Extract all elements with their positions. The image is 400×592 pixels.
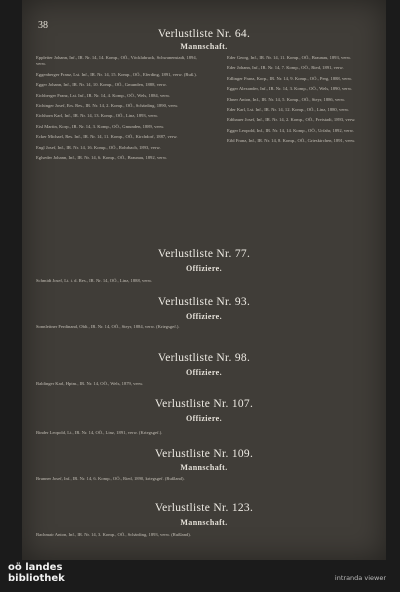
list-item: Egger Leopold, Inf., IR. Nr. 14, 14. Komp., OÖ., Urfahr, 1892, verw. xyxy=(227,127,354,133)
section-heading: Verlustliste Nr. 93. xyxy=(157,296,251,308)
list-item: Schmidt Josef, Lt. i. d. Res., IR. Nr. 14, OÖ., Linz, 1888, verw. xyxy=(36,278,153,283)
list-item: Eglseder Johann, Inf., IR. Nr. 14, 6. Komp., OÖ., Braunau, 1892, verw. xyxy=(36,155,167,161)
section-heading: Verlustliste Nr. 123. xyxy=(154,502,254,514)
list-item: Engl Josef, Inf., IR. Nr. 14, 16. Komp., OÖ., Rohrbach, 1893, verw. xyxy=(36,144,161,150)
section-subheading: Offiziere. xyxy=(185,368,223,377)
section-subheading: Mannschaft. xyxy=(180,42,228,51)
scanned-page xyxy=(22,0,386,560)
section-heading: Verlustliste Nr. 107. xyxy=(154,398,254,410)
list-item: Binder Leopold, Lt., IR. Nr. 14, OÖ., Linz, 1891, verw. (Kriegsgef.). xyxy=(36,430,163,435)
list-item: Eichberger Franz, Lst. Inf., IR. Nr. 14, 4. Komp., OÖ., Wels, 1884, verw. xyxy=(36,92,171,98)
library-logo[interactable] xyxy=(8,562,65,584)
section-subheading: Offiziere. xyxy=(185,414,223,423)
section-heading: Verlustliste Nr. 77. xyxy=(157,248,251,260)
list-item: Edlinger Franz, Korp., IR. Nr. 14, 9. Komp., OÖ., Perg, 1888, verw. xyxy=(227,75,353,81)
list-item: Eichinger Josef, Ers. Res., IR. Nr. 14, 2. Komp., OÖ., Schärding, 1890, verw. xyxy=(36,103,179,109)
list-item: Bachmair Anton, Inf., IR. Nr. 14, 3. Komp., OÖ., Schärding, 1893, verw. (Rußland). xyxy=(36,532,191,537)
logo-line: bibliothek xyxy=(8,573,65,584)
list-item: Baldinger Karl, Hptm., IR. Nr. 14, OÖ., Wels, 1879, verw. xyxy=(36,381,144,386)
list-item: Eder Johann, Inf., IR. Nr. 14, 7. Komp., OÖ., Ried, 1891, verw. xyxy=(227,65,344,71)
viewer-label: intranda viewer xyxy=(334,574,386,582)
section-subheading: Offiziere. xyxy=(185,264,223,273)
list-item: Eder Karl, Lst. Inf., IR. Nr. 14, 12. Komp., OÖ., Linz, 1880, verw. xyxy=(227,107,350,113)
list-item: Brunner Josef, Inf., IR. Nr. 14, 6. Komp., OÖ., Ried, 1890, kriegsgef. (Rußland). xyxy=(36,476,185,481)
section-subheading: Mannschaft. xyxy=(180,518,228,527)
list-item: Ecker Michael, Res. Inf., IR. Nr. 14, 11. Komp., OÖ., Kirchdorf, 1887, verw. xyxy=(36,134,178,140)
list-item: Eibl Franz, Inf., IR. Nr. 14, 8. Komp., OÖ., Grieskirchen, 1891, verw. xyxy=(227,138,356,144)
section-subheading: Offiziere. xyxy=(185,312,223,321)
section-subheading: Mannschaft. xyxy=(180,463,228,472)
right-column xyxy=(227,55,383,149)
page-number: 38 xyxy=(38,20,48,31)
logo-line: oö landes xyxy=(8,562,63,573)
list-item: Eisl Martin, Korp., IR. Nr. 14, 3. Komp., OÖ., Gmunden, 1889, verw. xyxy=(36,123,165,129)
section-heading: Verlustliste Nr. 109. xyxy=(154,448,254,460)
list-item: Edtbauer Josef, Inf., IR. Nr. 14, 2. Komp., OÖ., Freistadt, 1893, verw. xyxy=(227,117,356,123)
list-item: Eichhorn Karl, Inf., IR. Nr. 14, 13. Komp., OÖ., Linz, 1893, verw. xyxy=(36,113,159,119)
list-item: Eder Georg, Inf., IR. Nr. 14, 11. Komp., OÖ., Braunau, 1893, verw. xyxy=(227,55,352,60)
list-item: Ebner Anton, Inf., IR. Nr. 14, 5. Komp., OÖ., Steyr, 1886, verw. xyxy=(227,96,346,102)
section-heading: Verlustliste Nr. 64. xyxy=(157,28,251,40)
list-item: Eggenberger Franz, Lst. Inf., IR. Nr. 14, 15. Komp., OÖ., Eferding, 1891, verw. (Ruß.). xyxy=(36,71,197,77)
section-heading: Verlustliste Nr. 98. xyxy=(157,352,251,364)
left-column xyxy=(36,55,206,165)
list-item: Eppleiter Johann, Inf., IR. Nr. 14, 14. Komp., OÖ., Vöcklabruck, Schwanenstadt, 1894, verw. xyxy=(36,55,197,67)
list-item: Egger Alexander, Inf., IR. Nr. 14, 3. Komp., OÖ., Wels, 1890, verw. xyxy=(227,86,352,92)
list-item: Sonnleitner Ferdinand, Oblt., IR. Nr. 14, OÖ., Steyr, 1884, verw. (Kriegsgef.). xyxy=(36,324,180,329)
list-item: Egger Johann, Inf., IR. Nr. 14, 10. Komp., OÖ., Gmunden, 1888, verw. xyxy=(36,82,167,88)
